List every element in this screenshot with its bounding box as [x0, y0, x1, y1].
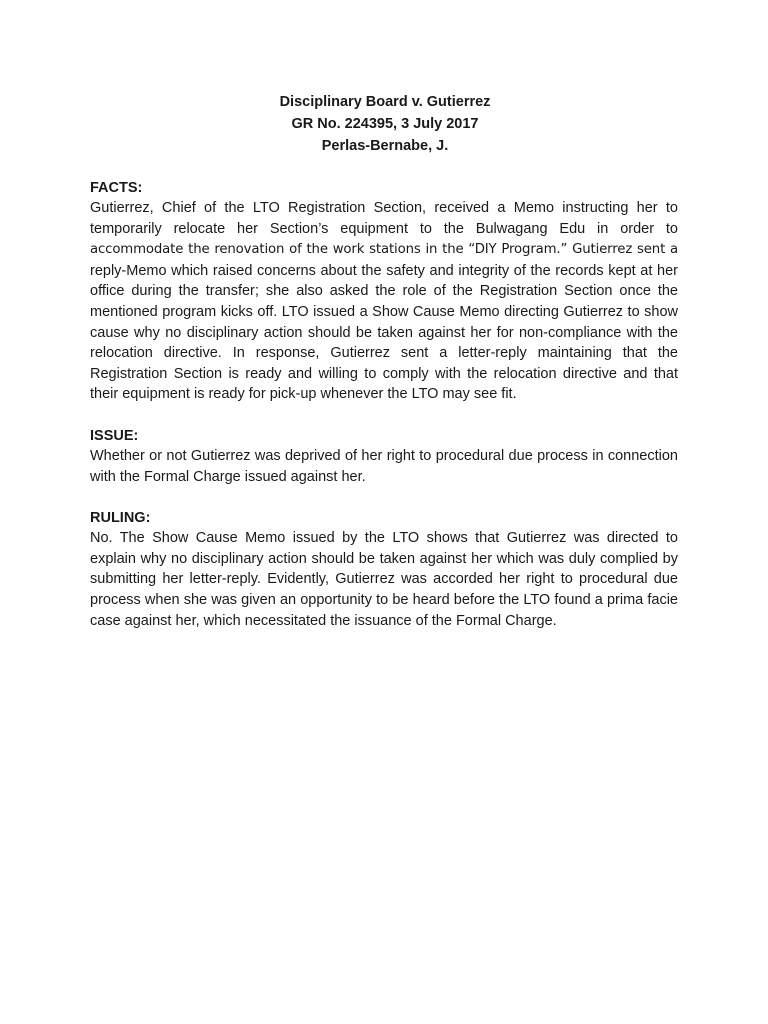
- case-title: Disciplinary Board v. Gutierrez: [279, 94, 491, 110]
- issue-text: Whether or not Gutierrez was deprived of her right to procedural due process in connection with the Formal Charge issued against her.: [90, 447, 678, 485]
- ruling-text: No. The Show Cause Memo issued by the LTO shows that Gutierrez was directed to explain why no disciplinary action should be taken against her which was duly complied by submitting her letter-reply. Evidently, Gutierrez was accorded her right to procedural due process when she was given an opportunity to be heard before the LTO found a prima facie case against her, which necessitated the issuance of the Formal Charge.: [90, 530, 678, 629]
- document-page: [90, 91, 678, 631]
- issue-heading: ISSUE:: [90, 427, 139, 444]
- issue-section: [90, 426, 678, 487]
- facts-text-part1: Gutierrez, Chief of the LTO Registration Section, received a Memo instructing her to temporarily relocate her Section’s equipment to the Bulwagang Edu in order to: [90, 200, 678, 237]
- ruling-section: [90, 508, 678, 631]
- case-citation: GR No. 224395, 3 July 2017: [291, 116, 479, 132]
- ruling-heading: RULING:: [90, 510, 151, 527]
- facts-text-part3: reply-Memo which raised concerns about the safety and integrity of the records kept at her office during the transfer; she also asked the role of the Registration Section once the mentioned program kicks off. LTO issued a Show Cause Memo directing Gutierrez to show cause why no disciplinary action should be taken against her for non-compliance with the relocation directive. In response, Gutierrez sent a letter-reply maintaining that the Registration Section is ready and willing to comply with the relocation directive and that their equipment is ready for pick-up whenever the LTO may see fit.: [90, 262, 678, 403]
- facts-text: [90, 198, 678, 405]
- case-header: [92, 91, 678, 157]
- facts-heading: FACTS:: [90, 180, 143, 196]
- facts-text-part2: accommodate the renovation of the work stations in the “DIY Program.” Gutierrez sent a: [90, 242, 678, 258]
- ponente: Perlas-Bernabe, J.: [321, 138, 449, 154]
- facts-section: [90, 178, 678, 405]
